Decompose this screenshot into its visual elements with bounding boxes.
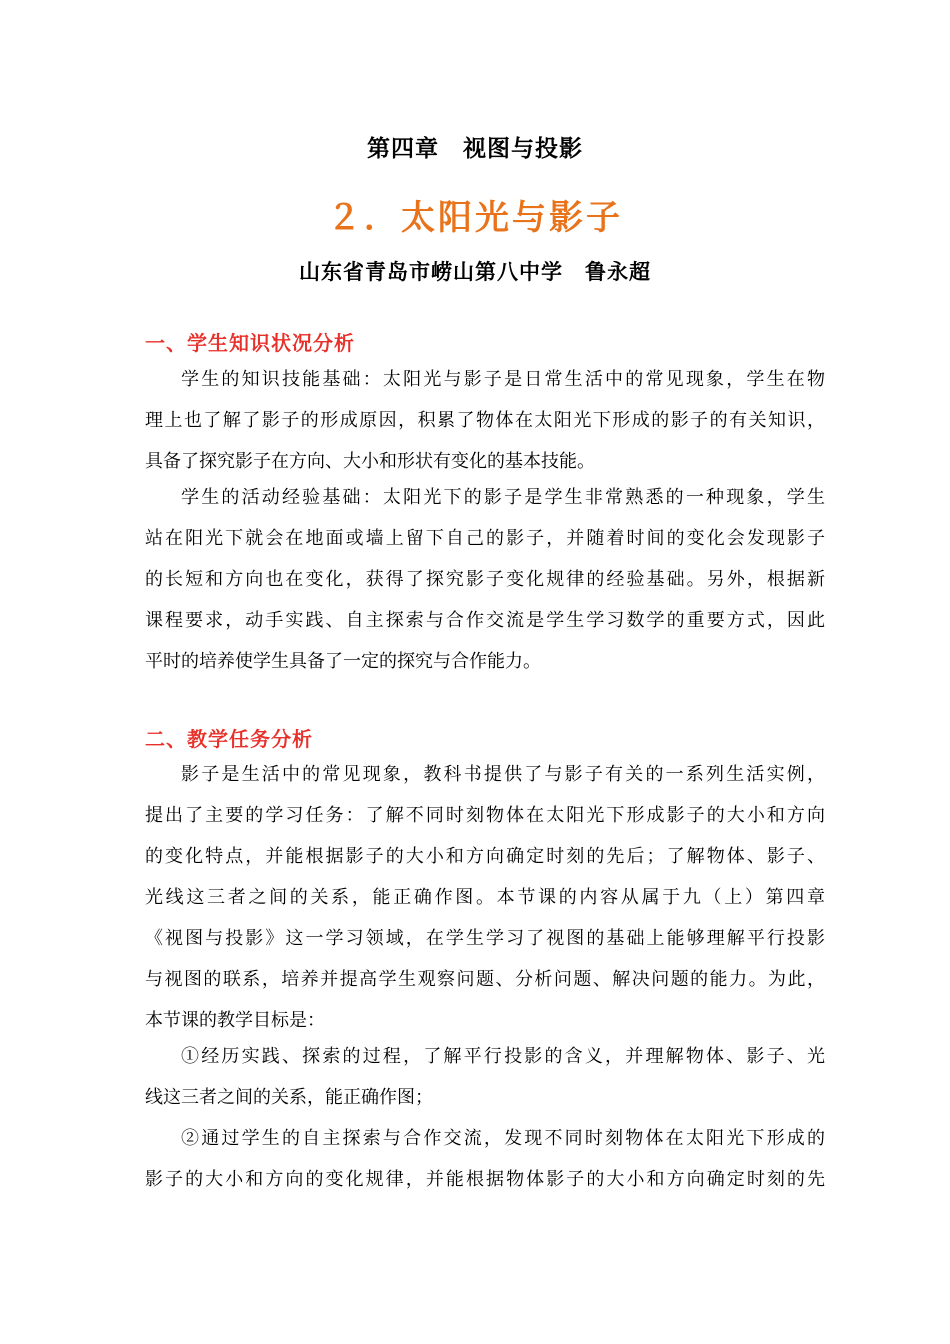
lesson-title: ２．太阳光与影子 [327,198,623,238]
paragraph-line: 影子的大小和方向的变化规律，并能根据物体影子的大小和方向确定时刻的先 [145,1169,825,1190]
paragraph-line: 光线这三者之间的关系，能正确作图。本节课的内容从属于九（上）第四章 [145,887,825,908]
paragraph-line: 提出了主要的学习任务：了解不同时刻物体在太阳光下形成影子的大小和方向 [145,805,825,826]
paragraph-line: 线这三者之间的关系，能正确作图； [145,1087,433,1108]
paragraph-line: ②通过学生的自主探索与合作交流，发现不同时刻物体在太阳光下形成的 [181,1128,825,1149]
paragraph-line: 《视图与投影》这一学习领域，在学生学习了视图的基础上能够理解平行投影 [145,928,825,949]
paragraph-line: 学生的活动经验基础：太阳光下的影子是学生非常熟悉的一种现象，学生 [181,487,825,508]
section-heading-2: 二、教学任务分析 [145,727,313,751]
paragraph-line: 学生的知识技能基础：太阳光与影子是日常生活中的常见现象，学生在物 [181,369,825,390]
paragraph-line: 的长短和方向也在变化，获得了探究影子变化规律的经验基础。另外，根据新 [145,569,825,590]
paragraph-line: 影子是生活中的常见现象，教科书提供了与影子有关的一系列生活实例， [181,764,825,785]
section-heading-1: 一、学生知识状况分析 [145,331,355,355]
paragraph-line: 与视图的联系，培养并提高学生观察问题、分析问题、解决问题的能力。为此， [145,969,825,990]
author-line: 山东省青岛市崂山第八中学 鲁永超 [299,260,651,284]
chapter-title: 第四章 视图与投影 [367,136,583,162]
paragraph-line: 的变化特点，并能根据影子的大小和方向确定时刻的先后；了解物体、影子、 [145,846,825,867]
paragraph-line: 课程要求，动手实践、自主探索与合作交流是学生学习数学的重要方式，因此 [145,610,825,631]
paragraph-line: 理上也了解了影子的形成原因，积累了物体在太阳光下形成的影子的有关知识， [145,410,825,431]
paragraph-line: 本节课的教学目标是： [145,1010,325,1031]
paragraph-line: ①经历实践、探索的过程，了解平行投影的含义，并理解物体、影子、光 [181,1046,825,1067]
paragraph-line: 站在阳光下就会在地面或墙上留下自己的影子，并随着时间的变化会发现影子 [145,528,825,549]
paragraph-line: 平时的培养使学生具备了一定的探究与合作能力。 [145,651,541,672]
paragraph-line: 具备了探究影子在方向、大小和形状有变化的基本技能。 [145,451,595,472]
